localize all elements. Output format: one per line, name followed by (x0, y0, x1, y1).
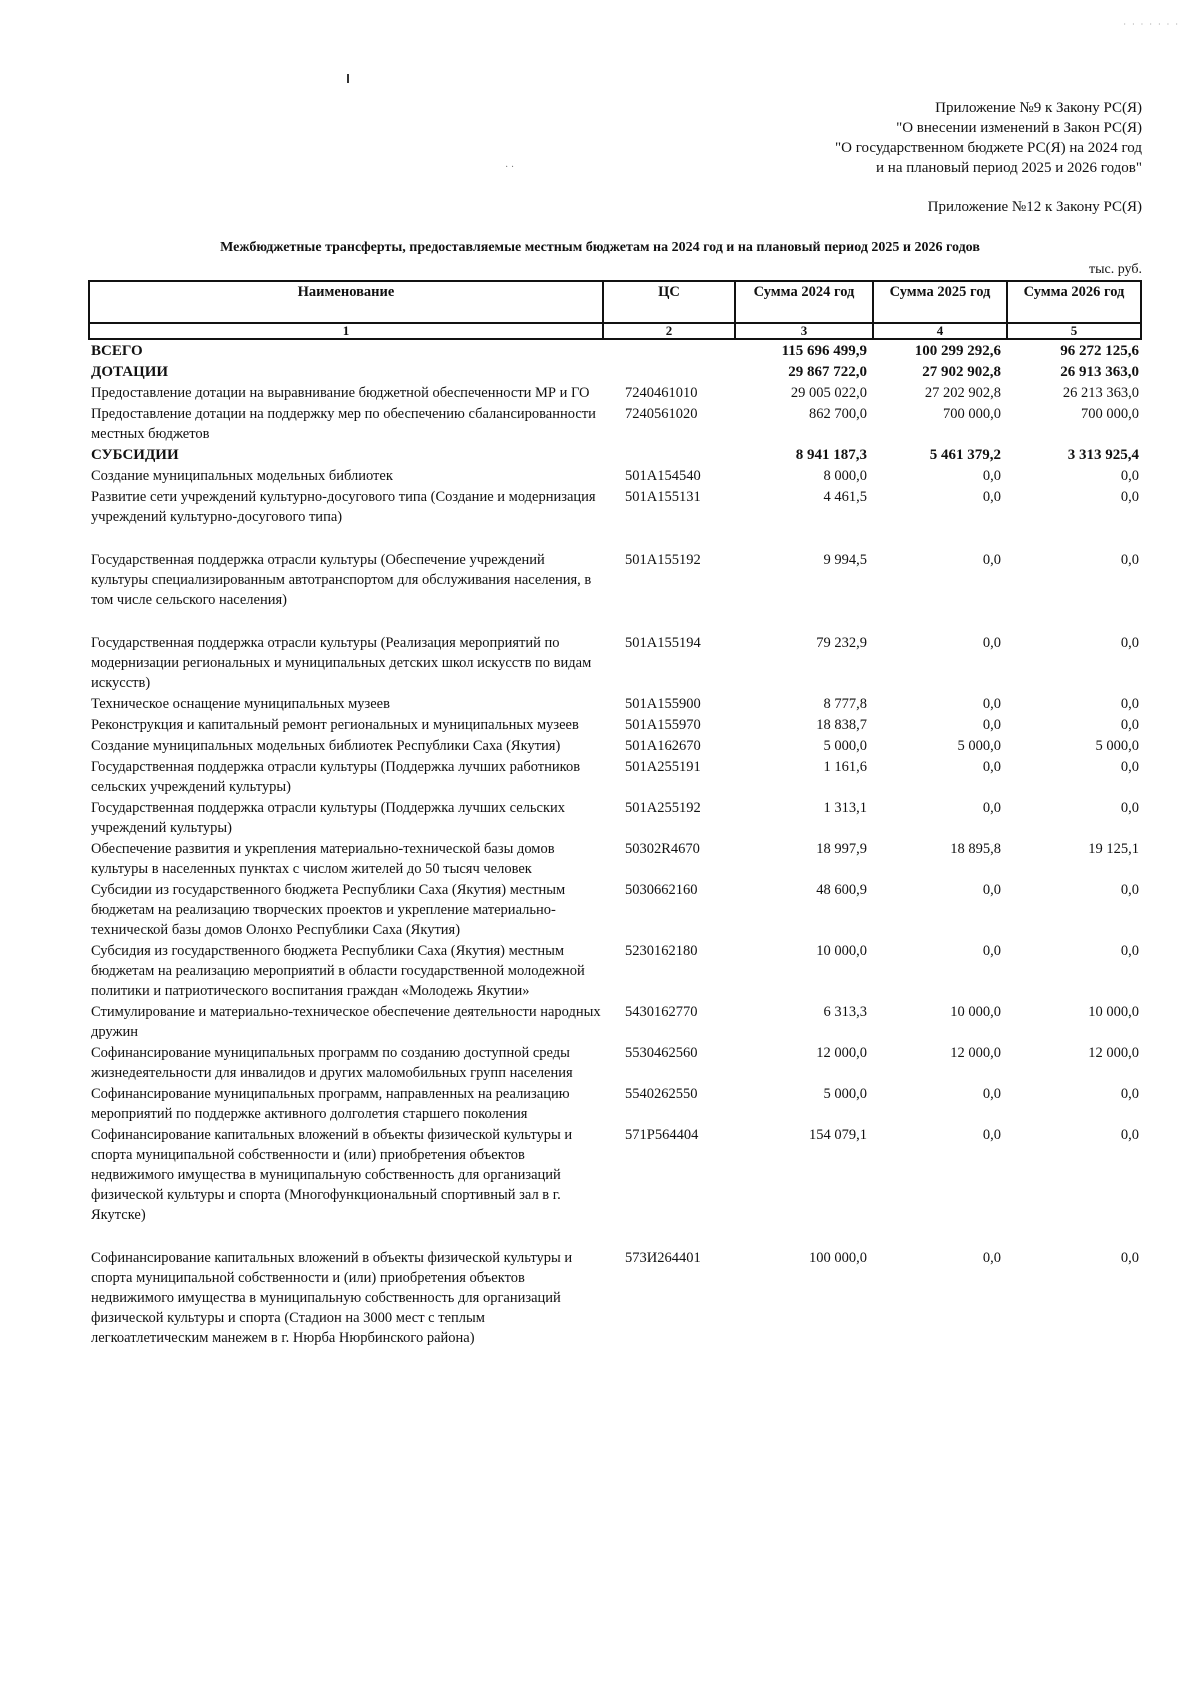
row-name-cell: Софинансирование муниципальных программ по созданию доступной среды жизнедеятельности для инвалидов и других маломобильных групп населения (91, 1045, 573, 1081)
scan-mark (347, 74, 349, 83)
row-code-cell: 573И264401 (625, 1250, 701, 1266)
row-code-cell: 7240461010 (625, 385, 698, 401)
table-row (89, 735, 1141, 756)
table-row (89, 444, 1141, 465)
transfers-table (88, 280, 1142, 1348)
row-code-cell: 571P564404 (625, 1127, 699, 1143)
row-code-cell: 5430162770 (625, 1004, 698, 1020)
row-name-cell: Обеспечение развития и укрепления материально-технической базы домов культуры в населенных пунктах с числом жителей до 50 тысяч человек (91, 841, 555, 877)
row-code-cell: 501A162670 (625, 738, 701, 754)
column-header-name: Наименование (89, 281, 603, 323)
row-sum-2024-cell: 1 161,6 (823, 759, 867, 775)
row-sum-2026-cell: 0,0 (1120, 759, 1139, 775)
row-sum-2026-cell: 0,0 (1120, 489, 1139, 505)
row-code-cell: 501A155900 (625, 696, 701, 712)
row-sum-2025-cell: 700 000,0 (943, 406, 1001, 422)
row-code-cell: 501A155192 (625, 552, 701, 568)
header-line: "О государственном бюджете РС(Я) на 2024 год (835, 140, 1142, 156)
row-code-cell: 50302R4670 (625, 841, 700, 857)
scan-noise: · · · · · · · (1123, 20, 1180, 29)
row-sum-2025-cell: 0,0 (982, 882, 1001, 898)
row-sum-2025-cell: 0,0 (982, 717, 1001, 733)
row-sum-2025-cell: 0,0 (982, 943, 1001, 959)
row-sum-2024-cell: 79 232,9 (816, 635, 867, 651)
column-number: 2 (603, 323, 735, 339)
row-sum-2025-cell: 0,0 (982, 759, 1001, 775)
table-row (89, 756, 1141, 797)
row-sum-2025-cell: 0,0 (982, 696, 1001, 712)
row-sum-2024-cell: 48 600,9 (816, 882, 867, 898)
row-sum-2025-cell: 0,0 (982, 800, 1001, 816)
row-name-cell: ДОТАЦИИ (91, 364, 169, 380)
row-sum-2026-cell: 10 000,0 (1088, 1004, 1139, 1020)
column-header-code: ЦС (603, 281, 735, 323)
row-sum-2024-cell: 115 696 499,9 (781, 343, 867, 359)
column-number: 5 (1007, 323, 1141, 339)
appendix-12-label: Приложение №12 к Закону РС(Я) (927, 199, 1142, 215)
row-sum-2026-cell: 0,0 (1120, 800, 1139, 816)
row-sum-2026-cell: 96 272 125,6 (1060, 343, 1139, 359)
row-sum-2025-cell: 0,0 (982, 489, 1001, 505)
table-row (89, 361, 1141, 382)
header-line: и на плановый период 2025 и 2026 годов" (876, 160, 1142, 176)
row-name-cell: Государственная поддержка отрасли культуры (Поддержка лучших сельских учреждений культуры) (91, 800, 566, 836)
row-sum-2025-cell: 0,0 (982, 1250, 1001, 1266)
table-row (89, 403, 1141, 444)
table-row (89, 382, 1141, 403)
row-sum-2026-cell: 0,0 (1120, 696, 1139, 712)
row-sum-2024-cell: 4 461,5 (823, 489, 867, 505)
row-sum-2025-cell: 0,0 (982, 635, 1001, 651)
row-name-cell: Государственная поддержка отрасли культуры (Обеспечение учреждений культуры специализированным автотранспортом для обслуживания населения, в том числе сельского населения) (91, 552, 592, 608)
table-row (89, 1247, 1141, 1348)
row-sum-2026-cell: 0,0 (1120, 468, 1139, 484)
row-code-cell: 501A154540 (625, 468, 701, 484)
column-header-2024: Сумма 2024 год (735, 281, 873, 323)
row-sum-2025-cell: 10 000,0 (950, 1004, 1001, 1020)
row-name-cell: Софинансирование капитальных вложений в объекты физической культуры и спорта муниципальной собственности и (или) приобретения объектов недвижимого имущества в муниципальную собственность для организаций физической культуры и спорта (Стадион на 3000 мест с теплым легкоатлетическим манежем в г. Нюрба Нюрбинского района) (91, 1250, 573, 1346)
table-row (89, 632, 1141, 693)
row-sum-2026-cell: 0,0 (1120, 1127, 1139, 1143)
row-code-cell: 5530462560 (625, 1045, 698, 1061)
row-sum-2026-cell: 26 213 363,0 (1062, 385, 1139, 401)
row-sum-2025-cell: 100 299 292,6 (914, 343, 1001, 359)
row-name-cell: Субсидия из государственного бюджета Республики Саха (Якутия) местным бюджетам на реализацию мероприятий в области государственной молодежной политики и патриотического воспитания граждан «Молодежь Якутии» (91, 943, 585, 999)
row-code-cell: 5230162180 (625, 943, 698, 959)
table-row (89, 1124, 1141, 1247)
row-sum-2024-cell: 18 997,9 (816, 841, 867, 857)
row-sum-2024-cell: 5 000,0 (823, 738, 867, 754)
row-sum-2024-cell: 18 838,7 (816, 717, 867, 733)
row-sum-2026-cell: 0,0 (1120, 1250, 1139, 1266)
row-name-cell: ВСЕГО (91, 343, 143, 359)
row-code-cell: 5030662160 (625, 882, 698, 898)
table-row (89, 465, 1141, 486)
column-header-2026: Сумма 2026 год (1007, 281, 1141, 323)
table-row (89, 714, 1141, 735)
column-header-2025: Сумма 2025 год (873, 281, 1007, 323)
table-row (89, 1042, 1141, 1083)
row-name-cell: Субсидии из государственного бюджета Республики Саха (Якутия) местным бюджетам на реализацию творческих проектов и укрепление материально-технической базы домов Олонхо Республики Саха (Якутия) (91, 882, 566, 938)
table-row (89, 486, 1141, 549)
units-label: тыс. руб. (1089, 262, 1142, 277)
row-name-cell: Техническое оснащение муниципальных музеев (91, 696, 390, 712)
row-sum-2026-cell: 0,0 (1120, 943, 1139, 959)
scan-noise: · · (505, 162, 515, 173)
column-number-row (89, 323, 1141, 339)
table-row (89, 879, 1141, 940)
row-sum-2026-cell: 12 000,0 (1088, 1045, 1139, 1061)
row-code-cell (603, 361, 735, 382)
table-row (89, 1001, 1141, 1042)
row-name-cell: Создание муниципальных модельных библиотек Республики Саха (Якутия) (91, 738, 561, 754)
row-sum-2026-cell: 0,0 (1120, 1086, 1139, 1102)
row-sum-2026-cell: 0,0 (1120, 635, 1139, 651)
row-name-cell: Предоставление дотации на выравнивание бюджетной обеспеченности МР и ГО (91, 385, 590, 401)
row-sum-2025-cell: 12 000,0 (950, 1045, 1001, 1061)
row-name-cell: Предоставление дотации на поддержку мер по обеспечению сбалансированности местных бюджетов (91, 406, 596, 442)
row-sum-2025-cell: 27 902 902,8 (922, 364, 1001, 380)
row-sum-2026-cell: 3 313 925,4 (1067, 447, 1139, 463)
header-line: "О внесении изменений в Закон РС(Я) (896, 120, 1142, 136)
row-sum-2024-cell: 154 079,1 (809, 1127, 867, 1143)
row-sum-2026-cell: 19 125,1 (1088, 841, 1139, 857)
row-code-cell: 7240561020 (625, 406, 698, 422)
row-sum-2025-cell: 5 461 379,2 (929, 447, 1001, 463)
row-sum-2026-cell: 0,0 (1120, 717, 1139, 733)
law-appendix-header (835, 98, 1142, 178)
row-sum-2024-cell: 12 000,0 (816, 1045, 867, 1061)
column-number: 3 (735, 323, 873, 339)
row-code-cell: 5540262550 (625, 1086, 698, 1102)
row-sum-2025-cell: 0,0 (982, 552, 1001, 568)
row-sum-2024-cell: 862 700,0 (809, 406, 867, 422)
row-sum-2026-cell: 0,0 (1120, 552, 1139, 568)
row-sum-2024-cell: 1 313,1 (823, 800, 867, 816)
row-name-cell: Софинансирование капитальных вложений в объекты физической культуры и спорта муниципальной собственности и (или) приобретения объектов недвижимого имущества в муниципальную собственность для организаций физической культуры и спорта (Многофункциональный спортивный зал в г. Якутске) (91, 1127, 573, 1223)
table-row (89, 797, 1141, 838)
row-name-cell: СУБСИДИИ (91, 447, 179, 463)
row-code-cell: 501A255192 (625, 800, 701, 816)
table-row (89, 838, 1141, 879)
row-name-cell: Развитие сети учреждений культурно-досугового типа (Создание и модернизация учреждений культурно-досугового типа) (91, 489, 596, 525)
row-name-cell: Софинансирование муниципальных программ, направленных на реализацию мероприятий по поддержке активного долголетия старшего поколения (91, 1086, 570, 1122)
table-row (89, 1083, 1141, 1124)
row-code-cell: 501A155970 (625, 717, 701, 733)
row-sum-2025-cell: 18 895,8 (950, 841, 1001, 857)
row-sum-2024-cell: 8 941 187,3 (795, 447, 867, 463)
header-line: Приложение №9 к Закону РС(Я) (935, 100, 1142, 116)
row-code-cell (603, 444, 735, 465)
row-sum-2024-cell: 6 313,3 (823, 1004, 867, 1020)
row-sum-2025-cell: 5 000,0 (957, 738, 1001, 754)
row-name-cell: Реконструкция и капитальный ремонт региональных и муниципальных музеев (91, 717, 579, 733)
row-name-cell: Государственная поддержка отрасли культуры (Реализация мероприятий по модернизации региональных и муниципальных детских школ искусств по видам искусств) (91, 635, 592, 691)
row-name-cell: Создание муниципальных модельных библиотек (91, 468, 393, 484)
table-body (89, 339, 1141, 1348)
row-name-cell: Стимулирование и материально-техническое обеспечение деятельности народных дружин (91, 1004, 601, 1040)
row-sum-2026-cell: 5 000,0 (1095, 738, 1139, 754)
column-number: 4 (873, 323, 1007, 339)
row-sum-2025-cell: 0,0 (982, 468, 1001, 484)
column-number: 1 (89, 323, 603, 339)
document-title: Межбюджетные трансферты, предоставляемые местным бюджетам на 2024 год и на плановый период 2025 и 2026 годов (220, 240, 980, 255)
row-sum-2024-cell: 100 000,0 (809, 1250, 867, 1266)
table-row (89, 693, 1141, 714)
row-sum-2024-cell: 8 777,8 (823, 696, 867, 712)
row-sum-2024-cell: 29 005 022,0 (790, 385, 867, 401)
row-sum-2024-cell: 8 000,0 (823, 468, 867, 484)
row-sum-2026-cell: 700 000,0 (1081, 406, 1139, 422)
row-code-cell: 501A155131 (625, 489, 701, 505)
row-sum-2024-cell: 9 994,5 (823, 552, 867, 568)
row-name-cell: Государственная поддержка отрасли культуры (Поддержка лучших работников сельских учреждений культуры) (91, 759, 581, 795)
row-sum-2026-cell: 0,0 (1120, 882, 1139, 898)
row-sum-2025-cell: 0,0 (982, 1086, 1001, 1102)
row-sum-2025-cell: 0,0 (982, 1127, 1001, 1143)
table-header-row (89, 281, 1141, 323)
row-sum-2024-cell: 10 000,0 (816, 943, 867, 959)
row-sum-2024-cell: 29 867 722,0 (788, 364, 867, 380)
row-code-cell: 501A155194 (625, 635, 701, 651)
row-sum-2026-cell: 26 913 363,0 (1060, 364, 1139, 380)
row-code-cell: 501A255191 (625, 759, 701, 775)
row-sum-2024-cell: 5 000,0 (823, 1086, 867, 1102)
row-code-cell (603, 339, 735, 361)
table-row (89, 549, 1141, 632)
row-sum-2025-cell: 27 202 902,8 (924, 385, 1001, 401)
table-row (89, 339, 1141, 361)
table-row (89, 940, 1141, 1001)
